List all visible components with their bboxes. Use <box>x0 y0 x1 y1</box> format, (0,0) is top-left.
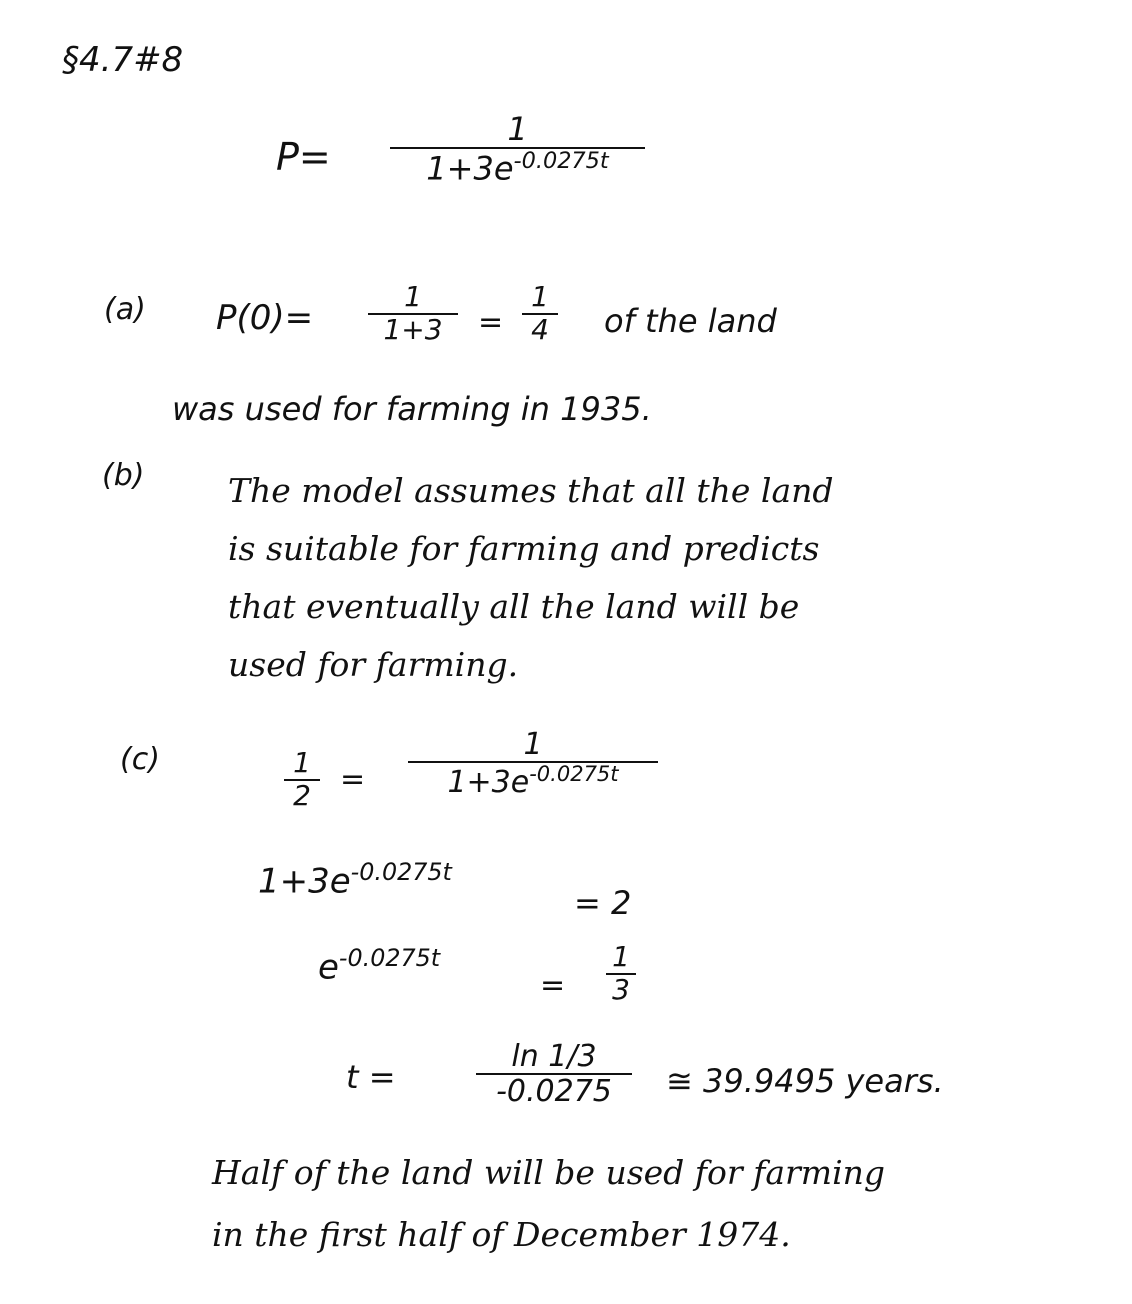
frac-denominator: 4 <box>531 312 549 346</box>
part-b-line: that eventually all the land will be <box>228 587 800 626</box>
frac-denominator: 3 <box>612 972 630 1006</box>
eq3-rhs-fraction <box>606 942 636 1006</box>
eq1-rhs-fraction <box>408 728 658 799</box>
part-a-fraction-2 <box>522 282 558 346</box>
eq3-equals: = <box>540 968 566 1003</box>
part-a-lhs: P(0)= <box>216 298 314 338</box>
frac-numerator: 1 <box>531 280 549 313</box>
frac-numerator: 1 <box>293 746 311 779</box>
frac-denominator: 2 <box>293 778 311 812</box>
problem-header: §4.7#8 <box>62 40 184 80</box>
conclusion-line: Half of the land will be used for farming <box>212 1153 886 1192</box>
part-a-label: (a) <box>104 292 146 327</box>
part-b-label: (b) <box>102 458 145 493</box>
model-lhs: P= <box>276 135 331 179</box>
frac-denominator: -0.0275 <box>496 1074 612 1109</box>
eq4-lhs: t = <box>346 1058 396 1096</box>
eq1-equals: = <box>340 762 366 797</box>
eq1-lhs-fraction <box>284 748 320 812</box>
part-a-tail: of the land <box>604 302 777 340</box>
part-b-text <box>228 462 834 694</box>
model-denominator: $1+3e^{-0.0275t}$ <box>426 148 609 188</box>
frac-denominator: $1+3e^{-0.0275t}$ <box>447 762 619 800</box>
part-b-line: The model assumes that all the land <box>228 471 834 510</box>
part-a-equals: = <box>478 305 504 340</box>
part-a-fraction-1 <box>368 282 458 346</box>
eq4-result: ≅ 39.9495 years. <box>666 1062 944 1100</box>
part-c-label: (c) <box>120 742 160 777</box>
frac-numerator: 1 <box>404 280 422 313</box>
eq2-lhs: $1+3e^{-0.0275t}$ <box>258 858 452 902</box>
conclusion-line: in the first half of December 1974. <box>212 1215 791 1254</box>
eq2-rhs: = 2 <box>574 884 632 922</box>
part-b-line: used for farming. <box>228 645 519 684</box>
frac-denominator: 1+3 <box>383 312 443 346</box>
conclusion-text <box>212 1142 885 1266</box>
part-a-line2: was used for farming in 1935. <box>172 390 652 428</box>
frac-numerator: ln 1/3 <box>511 1039 597 1074</box>
frac-numerator: 1 <box>523 727 543 762</box>
model-numerator: 1 <box>507 110 528 148</box>
frac-numerator: 1 <box>612 940 630 973</box>
part-b-line: is suitable for farming and predicts <box>228 529 820 568</box>
model-fraction <box>390 112 645 187</box>
eq4-fraction <box>476 1040 632 1108</box>
eq3-lhs: $e^{-0.0275t}$ <box>318 944 441 988</box>
